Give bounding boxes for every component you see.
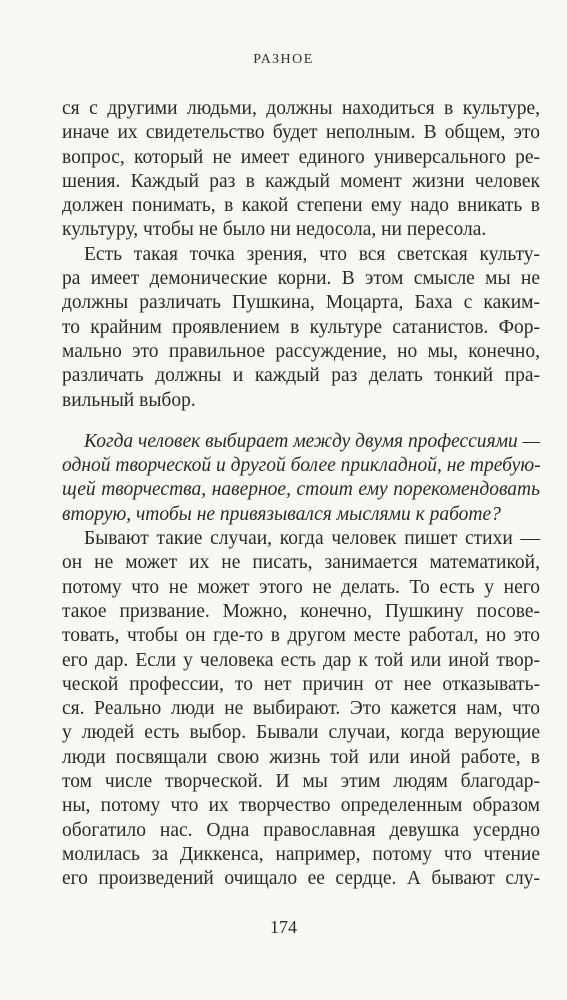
text-line: ся. Реально люди не выбирают. Это кажется нам, что	[62, 698, 540, 720]
text-line: вопрос, который не имеет единого универсального ре-	[62, 146, 540, 168]
text-line: люди посвящали свою жизнь той или иной работе, в	[62, 746, 540, 768]
body-text	[62, 97, 540, 892]
question-line: щей творчества, наверное, стоит ему порекомендовать	[62, 479, 540, 501]
text-line: такое призвание. Можно, конечно, Пушкину посове-	[62, 600, 540, 622]
text-line: должен понимать, в какой степени ему надо вникать в	[62, 195, 540, 217]
text-line: культуру, чтобы не было ни недосола, ни пересола.	[62, 219, 487, 241]
question-line: Когда человек выбирает между двумя профессиями —	[84, 430, 541, 452]
text-line: мально это правильное рассуждение, но мы, конечно,	[62, 340, 540, 362]
text-line: молилась за Диккенса, например, потому что чтение	[62, 843, 540, 865]
text-line: Есть такая точка зрения, что вся светская культу-	[84, 243, 540, 265]
text-line: то крайним проявлением в культуре сатанистов. Фор-	[62, 316, 540, 338]
text-line: различать должны и каждый раз делать тонкий пра-	[62, 365, 540, 387]
text-line: обогатило нас. Одна православная девушка усердно	[62, 819, 540, 841]
page-number: 174	[270, 917, 297, 937]
text-line: шения. Каждый раз в каждый момент жизни человек	[62, 170, 540, 192]
text-line: ческой профессии, то нет причин от нее отказывать-	[62, 673, 540, 695]
paragraph-1	[62, 97, 540, 243]
paragraph-2	[62, 243, 540, 413]
question-line: одной творческой и другой более прикладной, не требую-	[62, 455, 541, 477]
text-line: у людей есть выбор. Бывали случаи, когда верующие	[62, 722, 540, 744]
section-gap	[62, 413, 540, 430]
text-line: потому что не может этого не делать. То есть у него	[62, 576, 540, 598]
text-line: он не может их не писать, занимается математикой,	[62, 552, 540, 574]
text-line: ся с другими людьми, должны находиться в культуре,	[62, 98, 540, 119]
text-line: его произведений очищало ее сердце. А бывают слу-	[62, 868, 540, 890]
text-line: вильный выбор.	[62, 389, 196, 411]
text-line: ны, потому что их творчество определенным образом	[62, 795, 540, 817]
question-line: вторую, чтобы не привязывался мыслями к работе?	[62, 503, 501, 525]
text-line: Бывают такие случаи, когда человек пишет стихи —	[84, 528, 540, 550]
text-line: том числе творческой. И мы этим людям благодар-	[62, 771, 540, 793]
running-head: РАЗНОЕ	[253, 52, 314, 67]
text-line: его дар. Если у человека есть дар к той или иной твор-	[62, 649, 540, 671]
text-line: ра имеет демонические корни. В этом смысле мы не	[62, 268, 540, 290]
text-line: иначе их свидетельство будет неполным. В общем, это	[62, 122, 540, 144]
question-paragraph	[62, 430, 540, 527]
text-line: товать, чтобы он где-то в другом месте работал, но это	[62, 625, 540, 647]
text-line: должны различать Пушкина, Моцарта, Баха с каким-	[62, 292, 540, 314]
answer-paragraph	[62, 527, 540, 891]
